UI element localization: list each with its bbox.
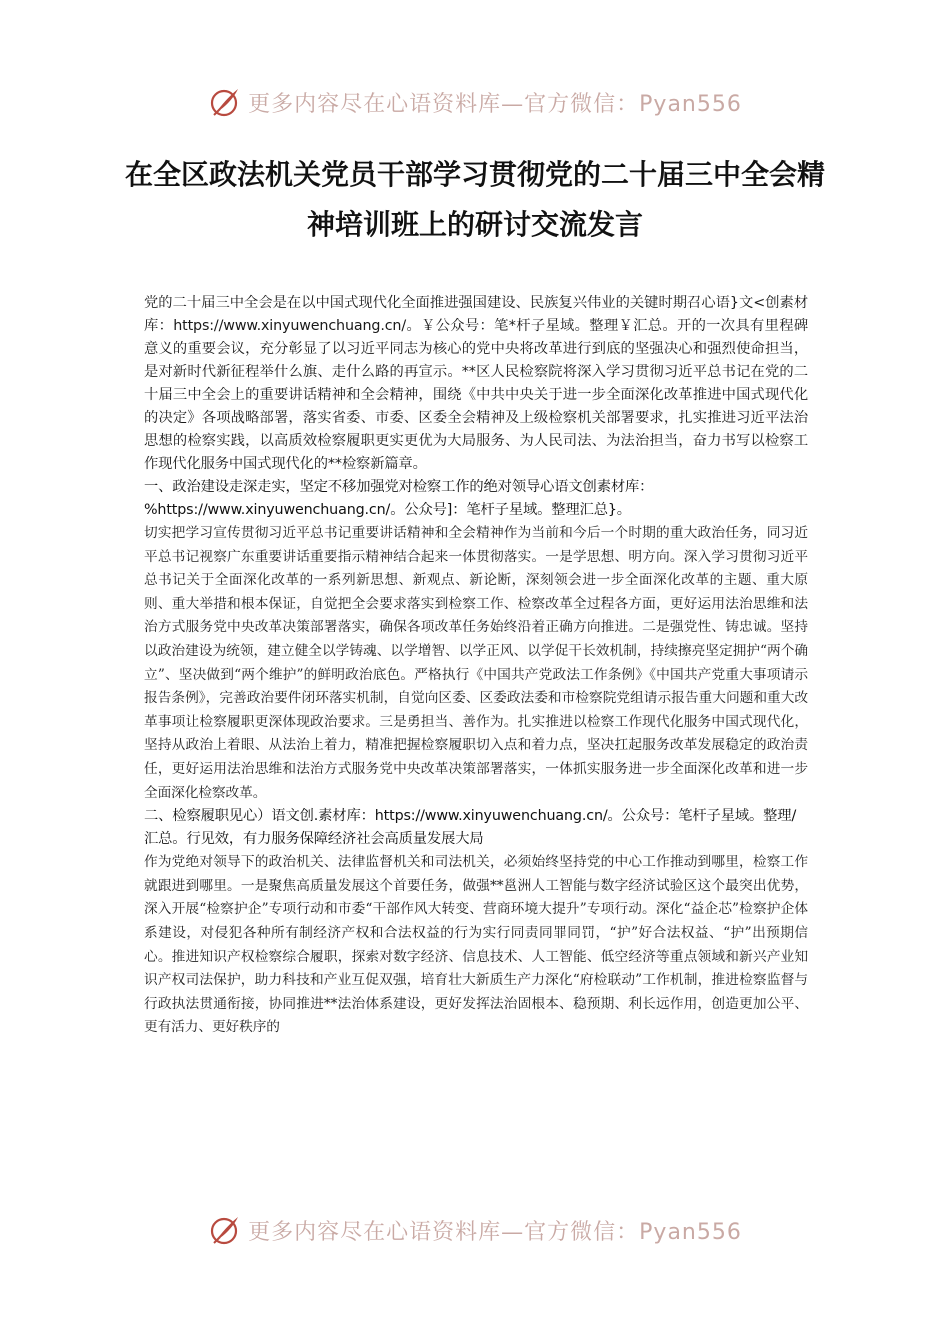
footer-watermark-text: 更多内容尽在心语资料库—官方微信：Pyan556 — [248, 1219, 742, 1245]
wechat-id: Pyan556 — [639, 91, 742, 117]
document-body — [144, 292, 808, 1040]
section-2-heading: 二、检察履职见心）语文创.素材库：https://www.xinyuwenchuang.cn/。公众号：笔杆子星域。整理/汇总。行见效，有力服务保障经济社会高质量发展大局 — [144, 808, 797, 848]
feather-pen-logo-icon — [208, 85, 242, 119]
footer-watermark-banner — [0, 1210, 950, 1250]
wechat-id: Pyan556 — [639, 1219, 742, 1245]
section-1-heading: 一、政治建设走深走实，坚定不移加强党对检察工作的绝对领导心语文创素材库：%https://www.xinyuwenchuang.cn/。公众号]：笔杆子星域。整理汇总}。 — [144, 479, 654, 518]
feather-pen-logo-icon — [208, 1213, 242, 1247]
document-title: 在全区政法机关党员干部学习贯彻党的二十届三中全会精神培训班上的研讨交流发言 — [124, 158, 825, 241]
section-1-body: 切实把学习宣传贯彻习近平总书记重要讲话精神和全会精神作为当前和今后一个时期的重大政治任务，同习近平总书记视察广东重要讲话重要指示精神结合起来一体贯彻落实。一是学思想、明方向。深入学习贯彻习近平总书记关于全面深化改革的一系列新思想、新观点、新论断，深刻领会进一步全面深化改革的主题、重大原则、重大举措和根本保证，自觉把全会要求落实到检察工作、检察改革全过程各方面，更好运用法治思维和法治方式服务党中央改革决策部署落实，确保各项改革任务始终沿着正确方向推进。二是强党性、铸忠诚。坚持以政治建设为统领，建立健全以学铸魂、以学增智、以学正风、以学促干长效机制，持续擦亮坚定拥护“两个确立”、坚决做到“两个维护”的鲜明政治底色。严格执行《中国共产党政法工作条例》《中国共产党重大事项请示报告条例》，完善政治要件闭环落实机制，自觉向区委、区委政法委和市检察院党组请示报告重大问题和重大改革事项让检察履职更深体现政治要求。三是勇担当、善作为。扎实推进以检察工作现代化服务中国式现代化，坚持从政治上着眼、从法治上着力，精准把握检察履职切入点和着力点，坚决扛起服务改革发展稳定的政治责任，更好运用法治思维和法治方式服务党中央改革决策部署落实，一体抓实服务进一步全面深化改革和进一步全面深化检察改革。 — [144, 525, 808, 801]
header-watermark-text: 更多内容尽在心语资料库—官方微信：Pyan556 — [248, 91, 742, 117]
intro-paragraph: 党的二十届三中全会是在以中国式现代化全面推进强国建设、民族复兴伟业的关键时期召心语}文<创素材库：https://www.xinyuwenchuang.cn/。￥公众号：笔*杆子星域。整理￥汇总。开的一次具有里程碑意义的重要会议，充分彰显了以习近平同志为核心的党中央将改革进行到底的坚强决心和强烈使命担当，是对新时代新征程举什么旗、走什么路的再宣示。**区人民检察院将深入学习贯彻习近平总书记在党的二十届三中全会上的重要讲话精神和全会精神，围绕《中共中央关于进一步全面深化改革推进中国式现代化的决定》各项战略部署，落实省委、市委、区委全会精神及上级检察机关部署要求，扎实推进习近平法治思想的检察实践，以高质效检察履职更实更优为大局服务、为人民司法、为法治担当，奋力书写以检察工作现代化服务中国式现代化的**检察新篇章。 — [144, 295, 808, 472]
section-2-body: 作为党绝对领导下的政治机关、法律监督机关和司法机关，必须始终坚持党的中心工作推动到哪里，检察工作就跟进到哪里。一是聚焦高质量发展这个首要任务，做强**邕洲人工智能与数字经济试验区这个最突出优势，深入开展“检察护企”专项行动和市委“干部作风大转变、营商环境大提升”专项行动。深化“益企芯”检察护企体系建设，对侵犯各种所有制经济产权和合法权益的行为实行同责同罪同罚，“护”好合法权益、“护”出预期信心。推进知识产权检察综合履职，探索对数字经济、信息技术、人工智能、低空经济等重点领域和新兴产业知识产权司法保护，助力科技和产业互促双强，培育壮大新质生产力深化“府检联动”工作机制，推进检察监督与行政执法贯通衔接，协同推进**法治体系建设，更好发挥法治固根本、稳预期、利长远作用，创造更加公平、更有活力、更好秩序的 — [144, 854, 808, 1036]
header-watermark-banner — [0, 82, 950, 122]
